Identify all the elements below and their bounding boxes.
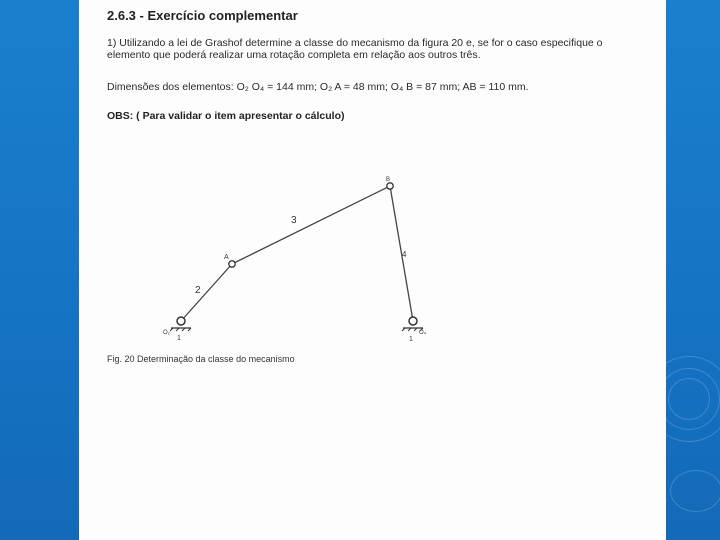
link-3-label: 3 [291,215,297,226]
point-o2-label: O₂ [163,330,170,336]
link-2 [181,264,232,321]
question-text: 1) Utilizando a lei de Grashof determine a classe do mecanismo da figura 20 e, se for o caso especifique o elemento que poderá realizar uma rotação completa em relação aos outros três. [107,37,603,61]
point-b-label: B [386,177,391,183]
link-3 [232,186,390,264]
link-4-label: 4 [402,250,407,259]
link-2-label: 2 [195,285,201,296]
ground-label-right: 1 [409,336,413,343]
obs-note: OBS: ( Para validar o item apresentar o cálculo) [107,110,345,122]
point-a-label: A [224,254,229,261]
joint-b [387,183,393,189]
dimensions-text: Dimensões dos elementos: O₂ O₄ = 144 mm; O₂ A = 48 mm; O₄ B = 87 mm; AB = 110 mm. [107,81,529,93]
figure-caption: Fig. 20 Determinação da classe do mecanismo [107,354,295,364]
exercise-heading: 2.6.3 - Exercício complementar [107,8,298,23]
joint-a [229,261,235,267]
ground-label-left: 1 [177,335,181,342]
pivot-o4 [402,317,423,331]
background-ripple [670,470,720,512]
document-page [79,0,666,540]
point-o4-label: O₄ [419,330,427,336]
four-bar-mechanism-figure [79,0,666,540]
pivot-o2 [170,317,191,331]
